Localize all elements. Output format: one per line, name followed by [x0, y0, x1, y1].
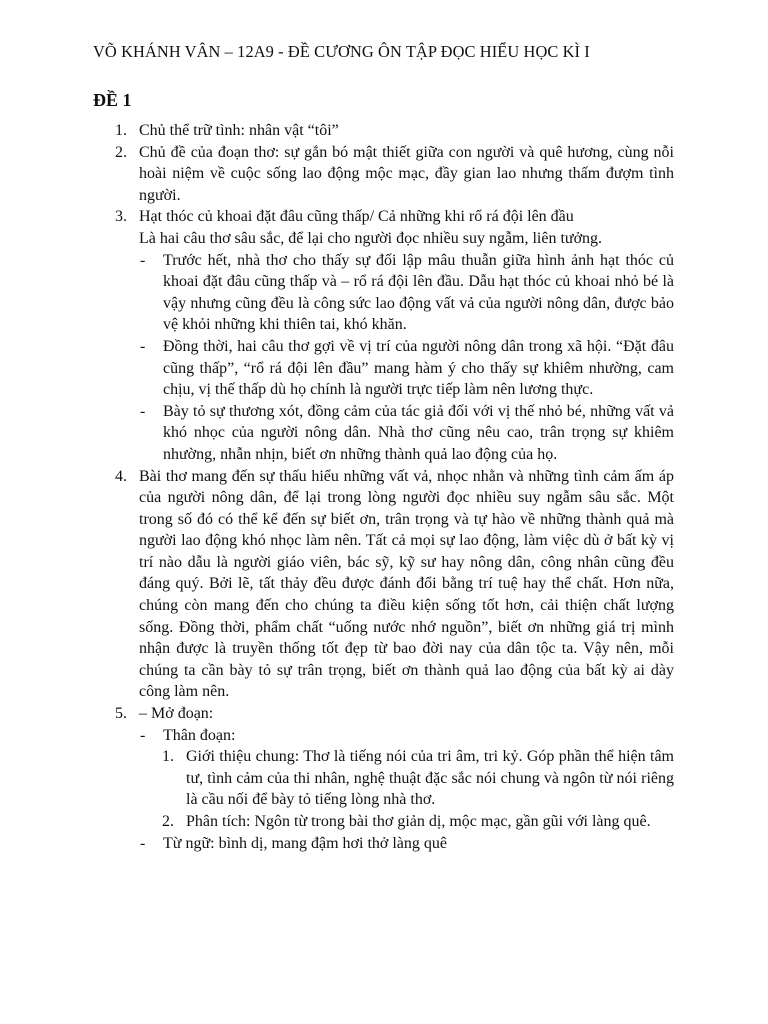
sub-list-text: Phân tích: Ngôn từ trong bài thơ giản dị, mộc mạc, gần gũi với làng quê. [186, 813, 651, 830]
list-item-5 [0, 703, 768, 725]
list-item-2 [0, 142, 768, 207]
list-item-text: Bài thơ mang đến sự thấu hiểu những vất vả, nhọc nhằn và những tình cảm ấm áp của người nông dân, để lại trong lòng người đọc nhiều suy ngẫm sâu sắc. Một trong số đó có thể kể đến sự biết ơn, trân trọng và tự hào về những thành quả mà người lao động khó nhọc làm nên. Tất cả mọi sự lao động, làm việc dù ở bất kỳ vị trí nào dẫu là người giáo viên, bác sỹ, kỹ sư hay nông dân, công nhân cũng đều đáng quý. Bởi lẽ, tất thảy đều được đánh đổi bằng trí tuệ hay thể chất. Hơn nữa, chúng còn mang đến cho chúng ta điều kiện sống tốt hơn, cải thiện chất lượng sống. Đồng thời, phẩm chất “uống nước nhớ nguồn”, biết ơn những giá trị mình nhận được là truyền thống tốt đẹp từ bao đời nay của dân tộc ta. Vậy nên, mỗi chúng ta cần bày tỏ sự trân trọng, biết ơn thành quả lao động của bất kỳ ai dày công làm nên. [139, 467, 674, 701]
bullet-text: Bày tỏ sự thương xót, đồng cảm của tác giả đối với vị thế nhỏ bé, những vất vả khó nhọc của người nông dân. Nhà thơ cũng nêu cao, trân trọng sự khiêm nhường, nhẫn nhịn, biết ơn những thành quả lao động của họ. [163, 402, 674, 463]
list-item-text: – Mở đoạn: [139, 705, 214, 723]
bullet-dash: - [140, 834, 146, 852]
bullet-dash: - [140, 402, 146, 420]
bullet-dash: - [140, 251, 146, 269]
bullet-item [0, 250, 768, 336]
document-header: VÕ KHÁNH VÂN – 12A9 - ĐỀ CƯƠNG ÔN TẬP ĐỌC HIỂU HỌC KÌ I [93, 42, 590, 61]
paragraph-text: Là hai câu thơ sâu sắc, để lại cho người đọc nhiều suy ngẫm, liên tưởng. [139, 229, 603, 247]
bullet-item [0, 401, 768, 466]
section-heading: ĐỀ 1 [93, 90, 132, 110]
list-number: 4. [115, 467, 127, 485]
bullet-dash: - [140, 726, 146, 744]
list-item-3 [0, 206, 768, 228]
list-number: 1. [162, 748, 174, 766]
list-item-text: Chủ đề của đoạn thơ: sự gắn bó mật thiết giữa con người và quê hương, cùng nỗi hoài niệm về cuộc sống lao động mộc mạc, đầy gian lao nhưng thấm đượm tình người. [139, 143, 674, 204]
list-item-4 [0, 466, 768, 704]
bullet-dash: - [140, 337, 146, 355]
bullet-text: Đồng thời, hai câu thơ gợi về vị trí của người nông dân trong xã hội. “Đặt đâu cũng thấp”, “rổ rá đội lên đầu” mang hàm ý cho thấy sự khiêm nhường, cam chịu, vị thế thấp dù họ chính là người trực tiếp làm nên lương thực. [163, 337, 674, 399]
bullet-text: Trước hết, nhà thơ cho thấy sự đối lập mâu thuẫn giữa hình ảnh hạt thóc củ khoai đặt đâu cũng thấp và – rổ rá đội lên đầu. Dẫu hạt thóc củ khoai nhỏ bé là vậy nhưng cũng đều là công sức lao động vất vả của người nông dân, được bảo vệ khỏi những khi thiên tai, khó khăn. [163, 251, 674, 334]
list-number: 1. [115, 122, 127, 139]
list-item-3-intro [0, 228, 768, 250]
bullet-text: Thân đoạn: [163, 726, 236, 744]
sub-list-item [0, 746, 768, 811]
list-item-1 [0, 120, 768, 142]
bullet-item [0, 833, 768, 855]
sub-list-item [0, 811, 768, 833]
bullet-text: Từ ngữ: bình dị, mang đậm hơi thở làng quê [163, 834, 448, 852]
list-number: 5. [115, 705, 127, 723]
document-body [0, 120, 768, 854]
list-item-text: Chủ thể trữ tình: nhân vật “tôi” [139, 122, 339, 139]
bullet-item [0, 725, 768, 747]
bullet-item [0, 336, 768, 401]
list-number: 3. [115, 208, 127, 226]
list-number: 2. [115, 143, 127, 161]
sub-list-text: Giới thiệu chung: Thơ là tiếng nói của tri âm, tri kỷ. Góp phần thể hiện tâm tư, tình cảm của thi nhân, nghệ thuật đặc sắc nói chung và ngôn từ nói riêng là cầu nối để bày tỏ tiếng lòng nhà thơ. [186, 748, 674, 809]
list-number: 2. [162, 813, 174, 830]
list-item-text: Hạt thóc củ khoai đặt đâu cũng thấp/ Cả những khi rổ rá đội lên đầu [139, 208, 574, 226]
